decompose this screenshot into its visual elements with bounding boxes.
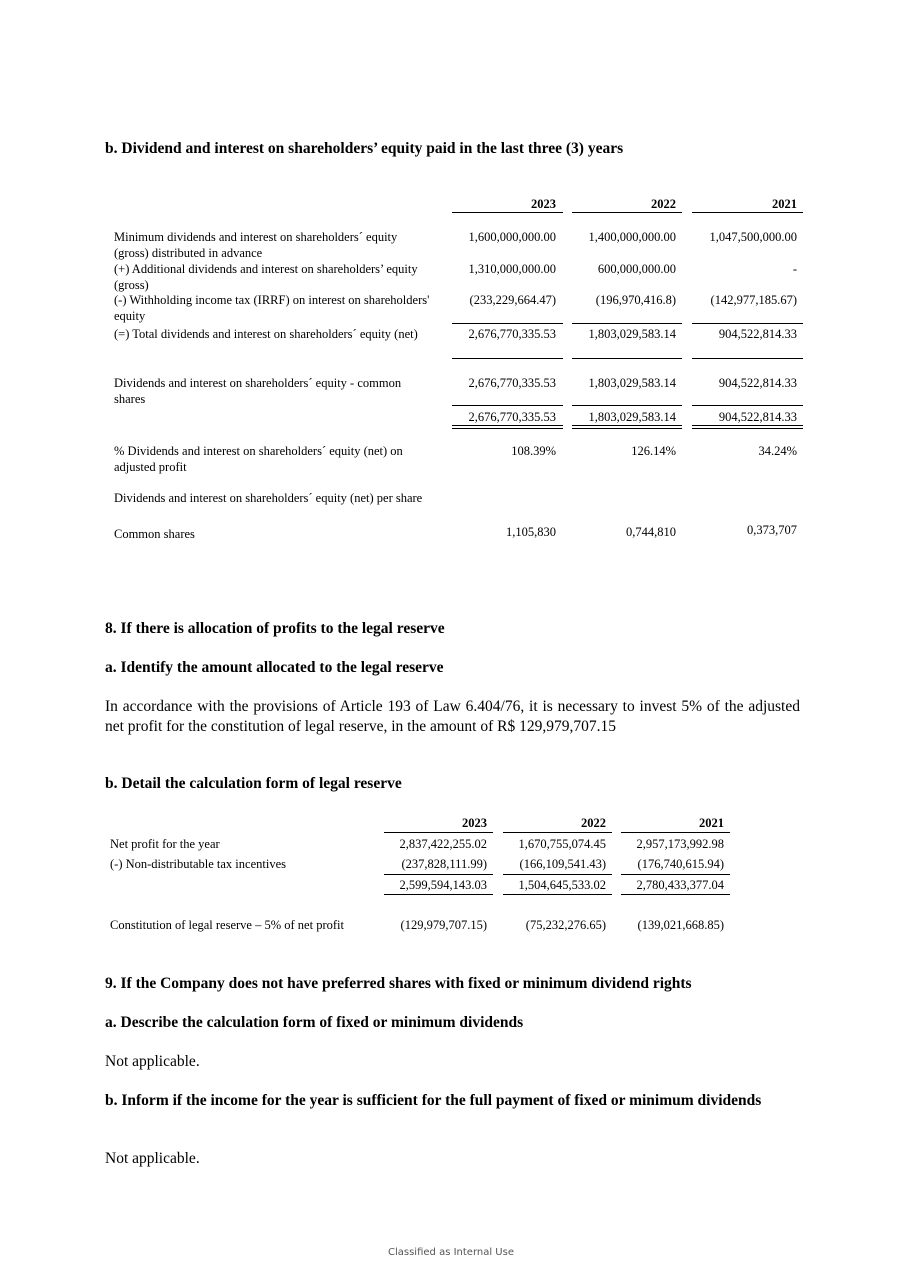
row-label-tax-incentives: (-) Non-distributable tax incentives	[110, 857, 286, 871]
year-header-2021: 2021	[699, 816, 724, 830]
double-underline	[572, 428, 682, 429]
total-rule	[572, 358, 682, 359]
row-label-common-shares-per-share: Common shares	[114, 527, 195, 541]
cell-2022: 1,400,000,000.00	[588, 230, 676, 244]
year-header-2023: 2023	[531, 197, 556, 211]
answer-9a: Not applicable.	[105, 1053, 200, 1070]
row-label-total-net: (=) Total dividends and interest on shareholders´ equity (net)	[114, 327, 418, 341]
subtotal-underline	[503, 894, 612, 895]
double-underline	[572, 425, 682, 426]
subtotal-rule	[384, 874, 493, 875]
cell-2022: 1,803,029,583.14	[588, 327, 676, 341]
row-label-net-profit: Net profit for the year	[110, 837, 220, 851]
cell-2021: 2,957,173,992.98	[636, 837, 724, 851]
row-label-withholding-tax: (-) Withholding income tax (IRRF) on interest on shareholders' equity	[114, 293, 430, 323]
cell-2021: 904,522,814.33	[718, 327, 797, 341]
subtotal-rule	[621, 874, 730, 875]
cell-2023: 1,600,000,000.00	[468, 230, 556, 244]
cell-2021: 1,047,500,000.00	[709, 230, 797, 244]
section-8b-heading: b. Detail the calculation form of legal reserve	[105, 775, 402, 792]
total-cell-2023: 2,676,770,335.53	[468, 410, 556, 424]
cell-2023: (237,828,111.99)	[401, 857, 487, 871]
row-label-additional-dividends: (+) Additional dividends and interest on shareholders’ equity (gross)	[114, 262, 418, 292]
subtotal-rule	[503, 874, 612, 875]
section-9b-heading: b. Inform if the income for the year is sufficient for the full payment of fixed or minimum dividends	[105, 1092, 762, 1109]
cell-2022: (75,232,276.65)	[525, 918, 606, 932]
cell-2023: 2,599,594,143.03	[399, 878, 487, 892]
cell-2022: 1,803,029,583.14	[588, 376, 676, 390]
cell-2021: (142,977,185.67)	[710, 293, 797, 307]
row-label-per-share: Dividends and interest on shareholders´ equity (net) per share	[114, 491, 423, 505]
cell-2021: -	[792, 262, 797, 276]
legal-reserve-paragraph: In accordance with the provisions of Article 193 of Law 6.404/76, it is necessary to invest 5% of the adjusted net profit for the constitution of legal reserve, in the amount of R$ 129,979,707.15	[105, 698, 800, 735]
cell-2022: 1,670,755,074.45	[518, 837, 606, 851]
cell-2021: (176,740,615.94)	[637, 857, 724, 871]
total-rule	[452, 358, 563, 359]
cell-2022: (166,109,541.43)	[519, 857, 606, 871]
grand-total-rule	[692, 405, 803, 406]
year-header-2023: 2023	[462, 816, 487, 830]
row-label-legal-reserve: Constitution of legal reserve – 5% of net profit	[110, 918, 344, 932]
double-underline	[452, 428, 563, 429]
cell-2022: 0,744,810	[626, 525, 676, 539]
header-rule	[692, 212, 803, 213]
cell-2022: 600,000,000.00	[597, 262, 676, 276]
cell-2022: 1,504,645,533.02	[518, 878, 606, 892]
grand-total-rule	[572, 405, 682, 406]
cell-2023: (233,229,664.47)	[469, 293, 556, 307]
total-rule	[692, 358, 803, 359]
cell-2023: 2,676,770,335.53	[468, 376, 556, 390]
header-rule	[384, 832, 493, 833]
double-underline	[452, 425, 563, 426]
cell-2021: 0,373,707	[747, 523, 797, 537]
row-label-common-shares: Dividends and interest on shareholders´ equity - common shares	[114, 376, 402, 406]
total-cell-2021: 904,522,814.33	[718, 410, 797, 424]
section-9-heading: 9. If the Company does not have preferred shares with fixed or minimum dividend rights	[105, 975, 692, 992]
cell-2023: 108.39%	[511, 444, 556, 458]
cell-2021: 2,780,433,377.04	[636, 878, 724, 892]
total-cell-2022: 1,803,029,583.14	[588, 410, 676, 424]
cell-2022: 126.14%	[631, 444, 676, 458]
cell-2021: 904,522,814.33	[718, 376, 797, 390]
double-underline	[692, 428, 803, 429]
header-rule	[572, 212, 682, 213]
subtotal-underline	[621, 894, 730, 895]
cell-2023: 1,310,000,000.00	[468, 262, 556, 276]
grand-total-rule	[452, 405, 563, 406]
section-8-heading: 8. If there is allocation of profits to the legal reserve	[105, 620, 445, 637]
cell-2023: 2,837,422,255.02	[399, 837, 487, 851]
cell-2023: 1,105,830	[506, 525, 556, 539]
row-label-percent-adjusted-profit: % Dividends and interest on shareholders´ equity (net) on adjusted profit	[114, 444, 403, 474]
subtotal-rule	[452, 323, 563, 324]
subtotal-underline	[384, 894, 493, 895]
cell-2023: 2,676,770,335.53	[468, 327, 556, 341]
cell-2021: 34.24%	[758, 444, 797, 458]
subtotal-rule	[692, 323, 803, 324]
header-rule	[621, 832, 730, 833]
cell-2022: (196,970,416.8)	[595, 293, 676, 307]
cell-2023: (129,979,707.15)	[400, 918, 487, 932]
dividends-heading: b. Dividend and interest on shareholders’ equity paid in the last three (3) years	[105, 140, 624, 157]
header-rule	[452, 212, 563, 213]
cell-2021: (139,021,668.85)	[637, 918, 724, 932]
row-label-minimum-dividends: Minimum dividends and interest on shareholders´ equity (gross) distributed in advance	[114, 230, 398, 260]
header-rule	[503, 832, 612, 833]
year-header-2022: 2022	[581, 816, 606, 830]
classification-footer: Classified as Internal Use	[388, 1247, 514, 1258]
answer-9b: Not applicable.	[105, 1150, 200, 1167]
year-header-2021: 2021	[772, 197, 797, 211]
subtotal-rule	[572, 323, 682, 324]
year-header-2022: 2022	[651, 197, 676, 211]
section-9a-heading: a. Describe the calculation form of fixed or minimum dividends	[105, 1014, 524, 1031]
section-8a-heading: a. Identify the amount allocated to the legal reserve	[105, 659, 444, 676]
double-underline	[692, 425, 803, 426]
